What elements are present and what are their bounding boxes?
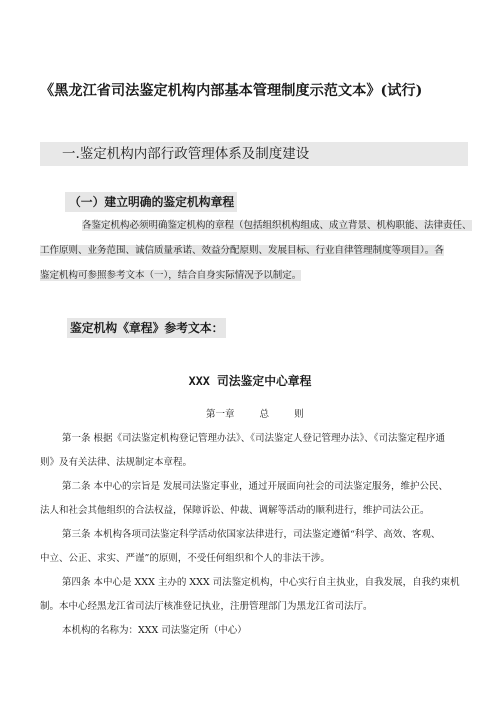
- article-line: 中立、公正、求实、严谨”的原则，不受任何组织和个人的非法干涉。: [40, 553, 330, 564]
- section-heading: 一.鉴定机构内部行政管理体系及制度建设: [40, 142, 468, 166]
- article-line: 制。本中心经黑龙江省司法厅核准登记执业，注册管理部门为黑龙江省司法厅。: [40, 601, 373, 612]
- paragraph-line: [40, 268, 301, 284]
- article-line: 第二条 本中心的宗旨是 发展司法鉴定事业，通过开展面向社会的司法鉴定服务，维护公民、: [62, 481, 449, 492]
- paragraph-text: 工作原则、业务范围、诚信质量承诺、效益分配原则、发展目标、行业自律管理制度等项目）。各: [40, 245, 444, 256]
- chapter-name-part: 总: [259, 409, 270, 420]
- paragraph-text: 鉴定机构可参照参考文本（一），结合自身实际情况予以制定。: [40, 270, 302, 281]
- subsection-heading: （一）建立明确的鉴定机构章程: [65, 192, 237, 212]
- chapter-name-part: 则: [294, 409, 304, 420]
- reference-heading: 鉴定机构《章程》参考文本：: [67, 318, 226, 338]
- article-line: 则》及有关法律、法规制定本章程。: [40, 457, 193, 468]
- article-line: 法人和社会其他组织的合法权益，保障诉讼、仲裁、调解等活动的顺利进行，维护司法公正。: [40, 505, 430, 516]
- charter-title: XXX 司法鉴定中心章程: [188, 374, 312, 388]
- paragraph-line: [40, 243, 444, 259]
- article-line: 第三条 本机构各项司法鉴定科学活动依国家法律进行，司法鉴定遵循“科学、高效、客观、: [62, 529, 441, 540]
- paragraph-text: 各鉴定机构必须明确鉴定机构的章程（包括组织机构组成、成立背景、机构职能、法律责任、: [82, 220, 472, 231]
- article-line: 本机构的名称为：XXX 司法鉴定所（中心）: [62, 625, 247, 636]
- chapter-heading: [206, 406, 304, 420]
- document-title: 《黑龙江省司法鉴定机构内部基本管理制度示范文本》(试行): [40, 83, 423, 99]
- chapter-number: 第一章: [206, 409, 235, 420]
- paragraph-line: [82, 218, 472, 234]
- article-line: 第一条 根据《司法鉴定机构登记管理办法》、《司法鉴定人登记管理办法》、《司法鉴定程序通: [62, 433, 446, 444]
- article-line: 第四条 本中心是 XXX 主办的 XXX 司法鉴定机构，中心实行自主执业，自我发展，自我约束机: [62, 577, 460, 588]
